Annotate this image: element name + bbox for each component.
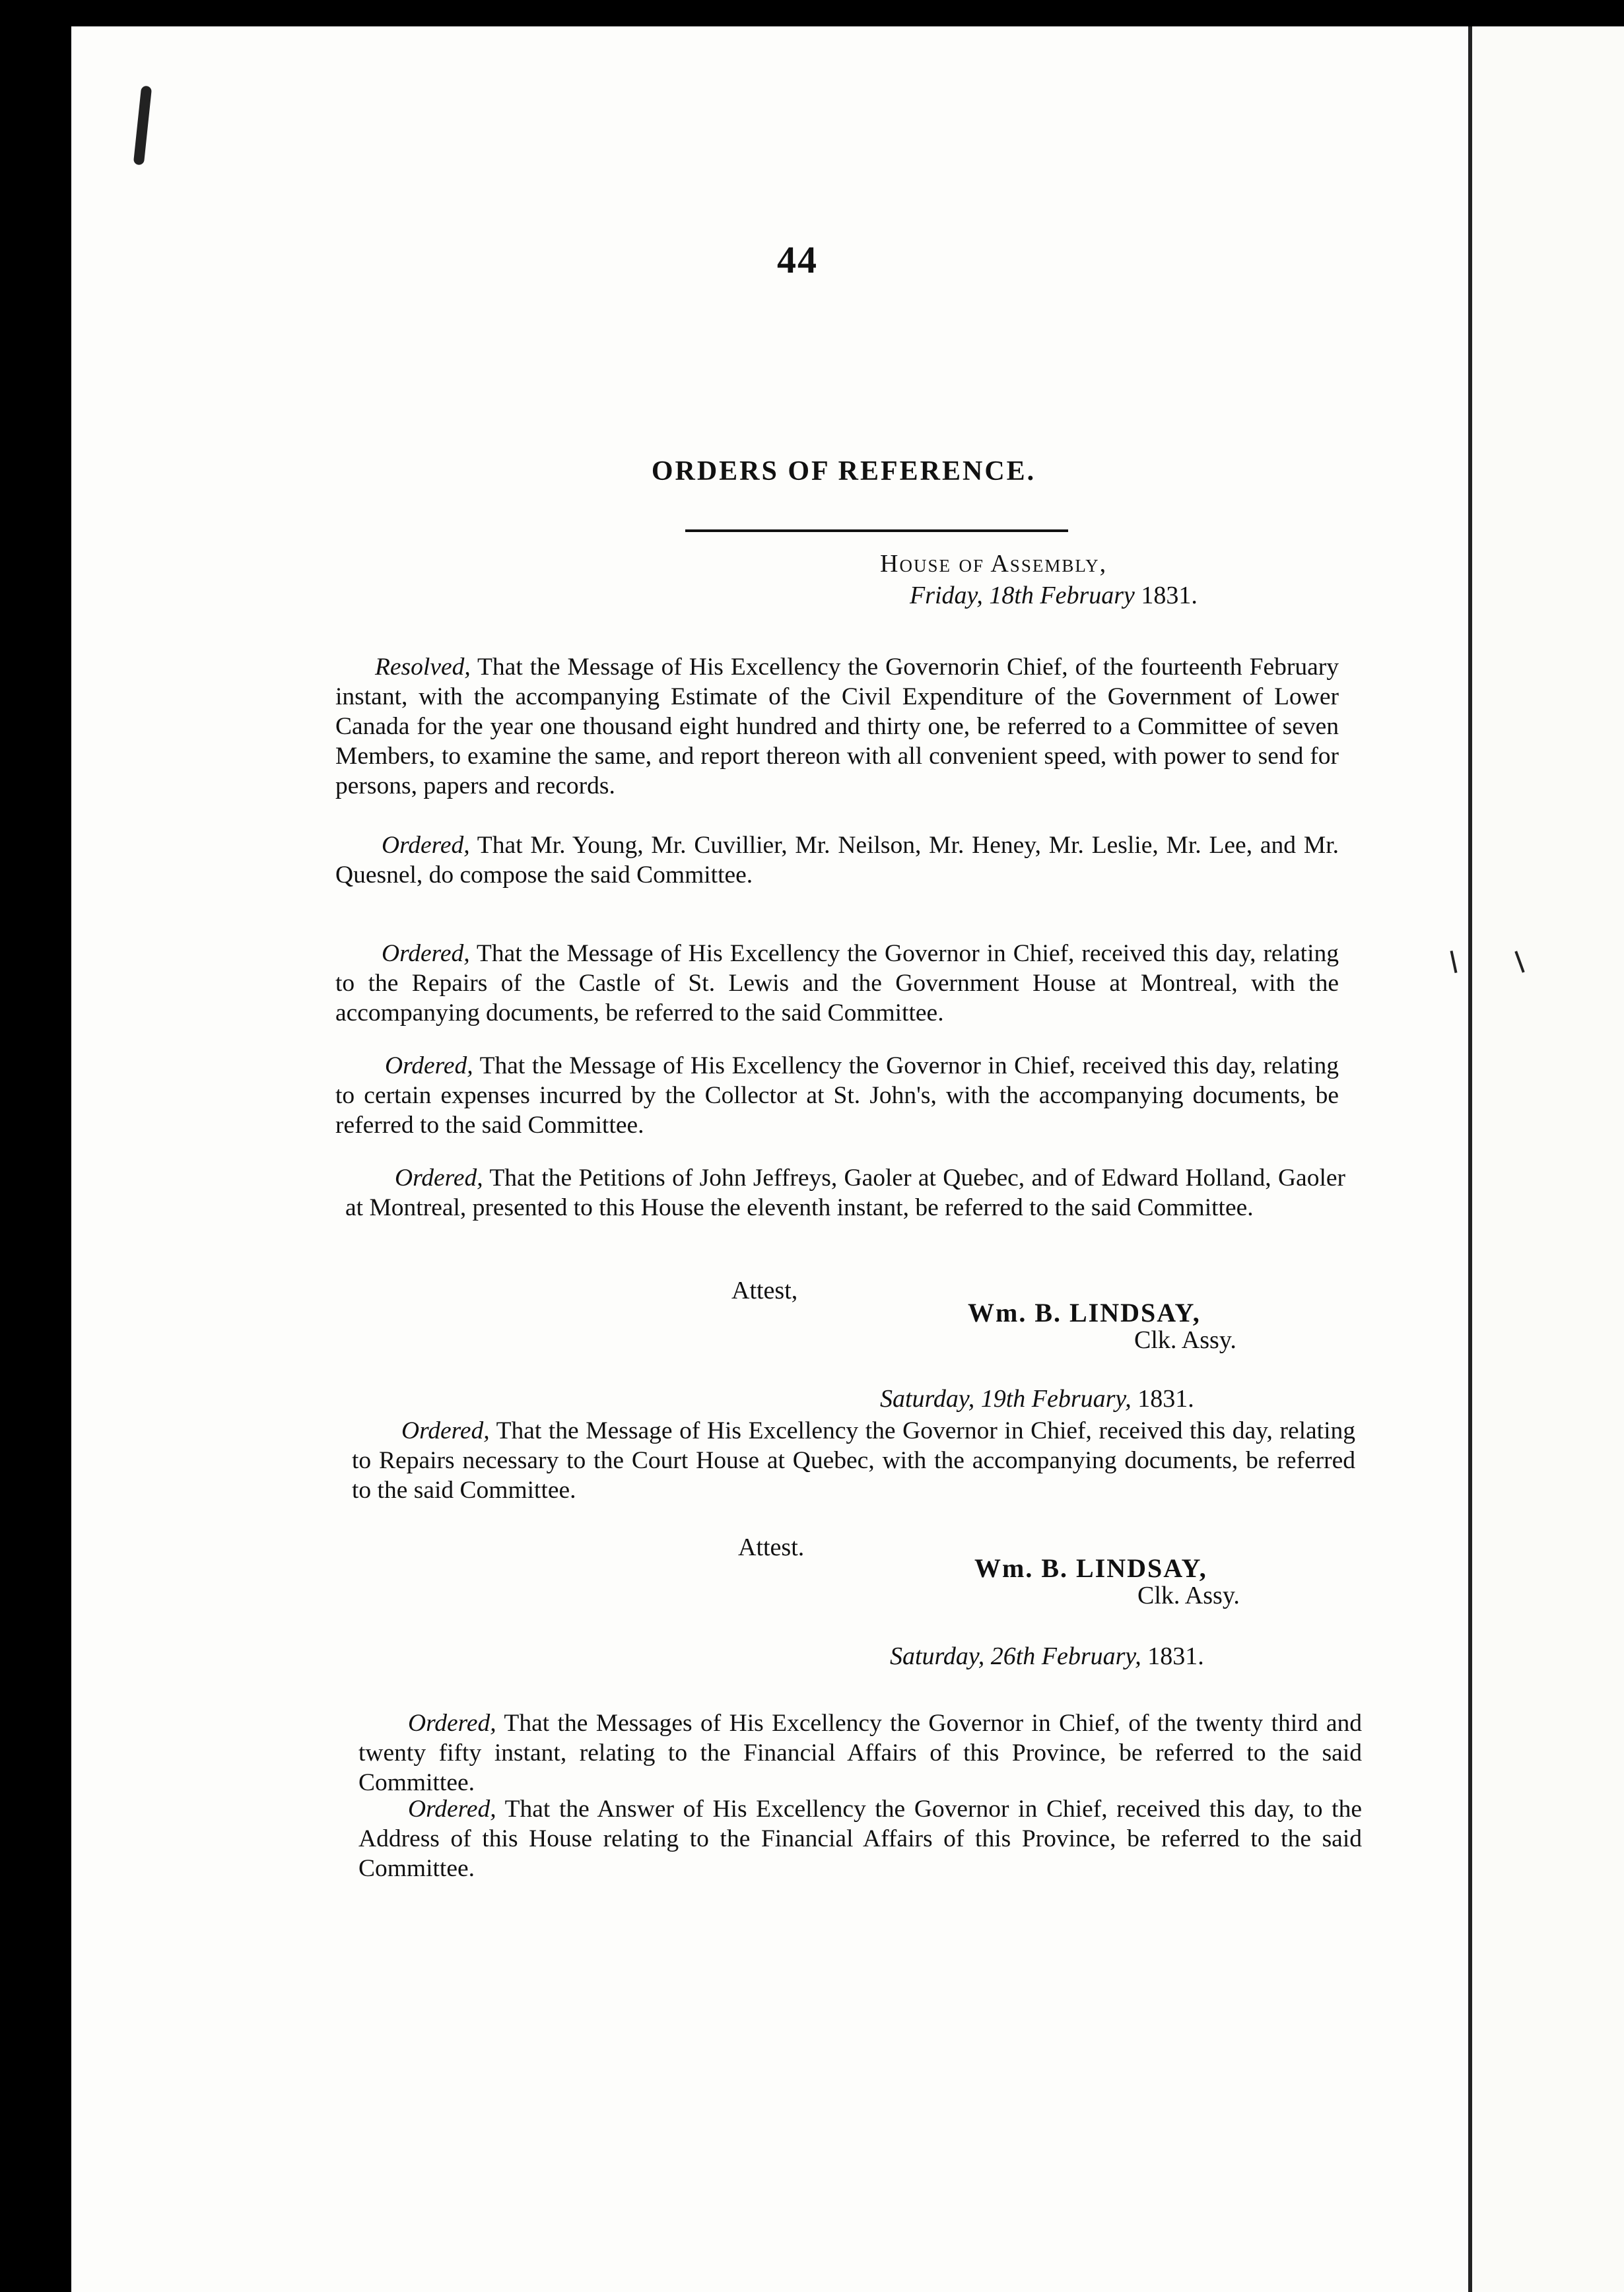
paragraph-lead: Resolved, (375, 654, 471, 681)
ink-mark (133, 85, 152, 165)
paragraph-committee-members (335, 830, 1339, 890)
paragraph-text: That Mr. Young, Mr. Cuvillier, Mr. Neilson, Mr. Heney, Mr. Leslie, Mr. Lee, and Mr. Quesnel, do compose the said Committee. (335, 832, 1339, 889)
session-date-3-text: 26th February, (990, 1642, 1141, 1670)
house-of-assembly-header: House of Assembly, (880, 550, 1108, 578)
paragraph-text: That the Message of His Excellency the Governor in Chief, received this day, relating to Repairs necessary to the Court House at Quebec, with the accompanying documents, be referred to the said Committee. (352, 1417, 1355, 1504)
paragraph-text: That the Message of His Excellency the Governor in Chief, received this day, relating to certain expenses incurred by the Collector at St. John's, with the accompanying documents, be referred to the said Committee. (335, 1052, 1339, 1139)
facing-page-edge (1468, 26, 1624, 2292)
paragraph-text: That the Message of His Excellency the Governor in Chief, received this day, relating to the Repairs of the Castle of St. Lewis and the Government House at Montreal, with the accompanying documents, be referred to the said Committee. (335, 940, 1339, 1027)
session-day-1: Friday, (910, 582, 983, 609)
paragraph-text: That the Messages of His Excellency the Governor in Chief, of the twenty third and twenty fifty instant, relating to the Financial Affairs of this Province, be referred to the said Committee. (358, 1710, 1362, 1796)
paragraph-text: That the Petitions of John Jeffreys, Gaoler at Quebec, and of Edward Holland, Gaoler at Montreal, presented to this House the eleventh instant, be referred to the said Committee. (345, 1164, 1345, 1221)
paragraph-gaoler-petitions (345, 1163, 1345, 1223)
paragraph-castle-repairs (335, 939, 1339, 1028)
clerk-title-1: Clk. Assy. (1134, 1326, 1236, 1354)
document-page (71, 26, 1468, 2292)
clerk-signature-1: Wm. B. LINDSAY, (968, 1298, 1201, 1328)
session-year-3: 1831. (1147, 1642, 1204, 1670)
session-date-2 (880, 1383, 1194, 1415)
paragraph-lead: Ordered, (382, 940, 470, 967)
session-date-1 (910, 580, 1198, 611)
title-rule (685, 529, 1068, 532)
page-number: 44 (777, 238, 818, 281)
session-date-3 (890, 1640, 1204, 1672)
paragraph-financial-messages (358, 1708, 1362, 1798)
fold-mark (1514, 951, 1524, 972)
page-title: ORDERS OF REFERENCE. (651, 456, 1036, 487)
session-day-3: Saturday, (890, 1642, 985, 1670)
attest-label-1: Attest, (731, 1277, 798, 1304)
paragraph-lead: Ordered, (382, 832, 470, 859)
paragraph-lead: Ordered, (385, 1052, 473, 1079)
paragraph-answer-address (358, 1794, 1362, 1883)
paragraph-lead: Ordered, (395, 1164, 483, 1192)
session-day-2: Saturday, (880, 1385, 975, 1413)
paragraph-text: That the Message of His Excellency the Governorin Chief, of the fourteenth February instant, with the accompanying Estimate of the Civil Expenditure of the Government of Lower Canada for the year one thousand eight hundred and thirty one, be referred to a Committee of seven Members, to examine the same, and report thereon with all convenient speed, with power to send for persons, papers and records. (335, 654, 1339, 799)
session-year-1: 1831. (1141, 582, 1198, 609)
paragraph-resolved (335, 652, 1339, 801)
paragraph-text: That the Answer of His Excellency the Governor in Chief, received this day, to the Address of this House relating to the Financial Affairs of this Province, be referred to the said Committee. (358, 1796, 1362, 1882)
clerk-signature-2: Wm. B. LINDSAY, (974, 1553, 1207, 1583)
paragraph-lead: Ordered, (401, 1417, 490, 1444)
paragraph-lead: Ordered, (408, 1796, 496, 1823)
session-date-2-text: 19th February, (980, 1385, 1132, 1413)
paragraph-collector-expenses (335, 1051, 1339, 1140)
paragraph-court-house-repairs (352, 1416, 1355, 1505)
attest-label-2: Attest. (738, 1534, 805, 1561)
clerk-title-2: Clk. Assy. (1137, 1582, 1240, 1609)
session-year-2: 1831. (1137, 1385, 1194, 1413)
paragraph-lead: Ordered, (408, 1710, 496, 1737)
session-date-1-text: 18th February (989, 582, 1135, 609)
